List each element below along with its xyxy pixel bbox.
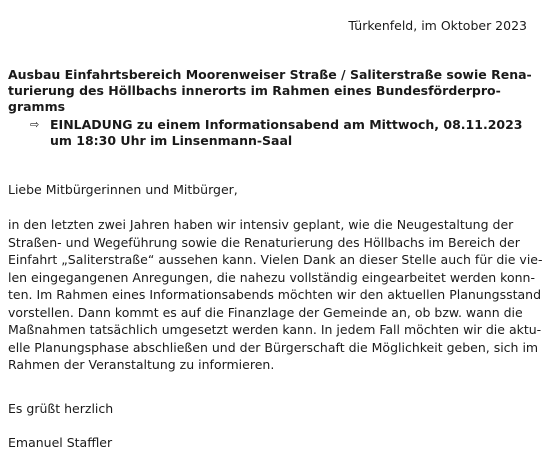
arrow-right-icon: ⇨ — [30, 118, 40, 131]
subject-line: Ausbau Einfahrtsbereich Moorenweiser Straße / Saliterstraße sowie Rena- — [8, 67, 532, 82]
invitation-block — [30, 117, 523, 149]
paragraph-line: in den letzten zwei Jahren haben wir intensiv geplant, wie die Neugestaltung der — [8, 217, 514, 232]
paragraph-line: ten. Im Rahmen eines Informationsabends möchten wir den aktuellen Planungsstand — [8, 287, 542, 302]
paragraph-line: Straßen- und Wegeführung sowie die Renaturierung des Höllbachs im Bereich der — [8, 234, 520, 250]
invitation-line: um 18:30 Uhr im Linsenmann-Saal — [50, 133, 293, 148]
paragraph-line: Einfahrt „Saliterstraße“ aussehen kann. Vielen Dank an dieser Stelle auch für die vie- — [8, 252, 543, 267]
paragraph-line: elle Planungsphase abschließen und der Bürgerschaft die Möglichkeit geben, sich im — [8, 339, 539, 355]
paragraph-line: len eingegangenen Anregungen, die nahezu vollständig eingearbeitet werden konn- — [8, 269, 535, 285]
subject-line: gramms — [8, 99, 66, 114]
paragraph-line: Rahmen der Veranstaltung zu informieren. — [8, 357, 275, 372]
signature-name: Emanuel Staffler — [8, 435, 113, 450]
subject-heading — [8, 67, 533, 115]
subject-line: turierung des Höllbachs innerorts im Rahmen eines Bundesförderpro- — [8, 83, 501, 98]
closing-phrase: Es grüßt herzlich — [8, 401, 114, 416]
body-paragraph — [8, 216, 543, 374]
salutation: Liebe Mitbürgerinnen und Mitbürger, — [8, 182, 238, 197]
dateline: Türkenfeld, im Oktober 2023 — [348, 18, 527, 33]
paragraph-line: Maßnahmen tatsächlich umgesetzt werden kann. In jedem Fall möchten wir die aktu- — [8, 322, 542, 337]
invitation-line: EINLADUNG zu einem Informationsabend am Mittwoch, 08.11.2023 — [50, 117, 523, 132]
paragraph-line: vorstellen. Dann kommt es auf die Finanzlage der Gemeinde an, ob bzw. wann die — [8, 304, 523, 320]
